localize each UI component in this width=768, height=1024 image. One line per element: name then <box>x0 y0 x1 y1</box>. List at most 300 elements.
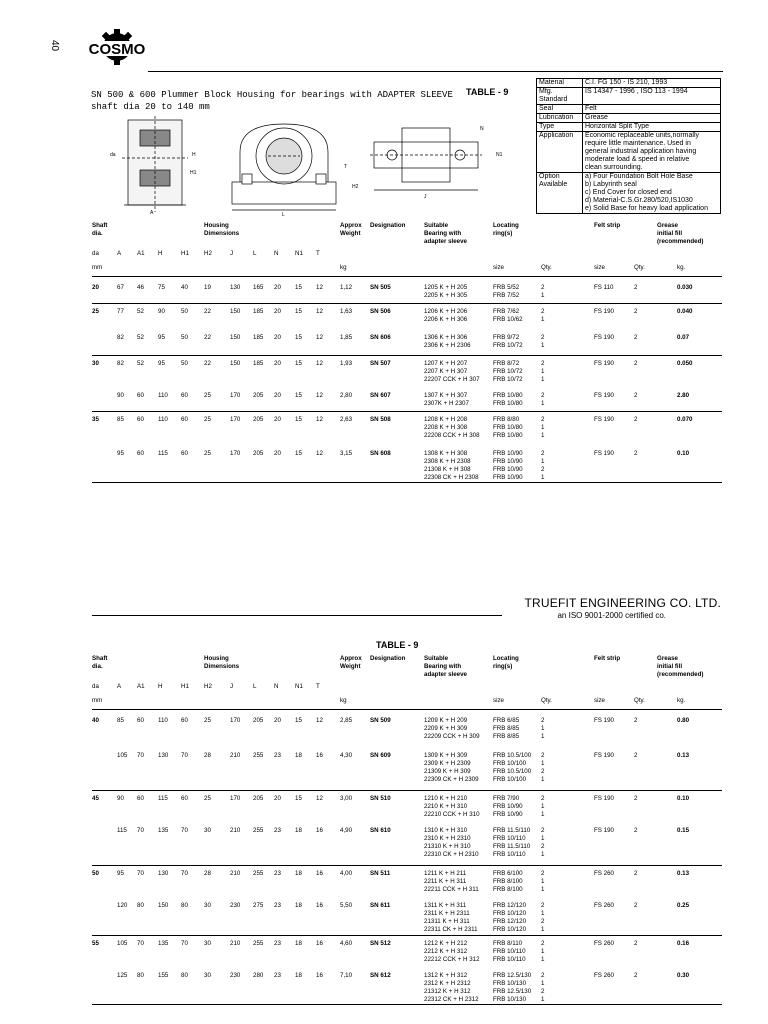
grease-cell: 0.10 <box>677 795 690 802</box>
dimension-cell: 150 <box>230 308 241 315</box>
dimension-cell: 120 <box>117 902 128 909</box>
dimension-cell: 12 <box>316 717 323 724</box>
header-felt: Felt strip <box>594 222 621 229</box>
dimension-cell: 15 <box>295 334 302 341</box>
ring-qty-cell: 1 <box>541 803 545 810</box>
ring-cell: FRB 10.5/100 <box>493 752 532 759</box>
row-rule <box>92 1004 722 1005</box>
ring-qty-cell: 2 <box>541 827 545 834</box>
header-bearing: Bearing with <box>424 663 462 670</box>
dimension-cell: 28 <box>204 870 211 877</box>
dimension-cell: 18 <box>295 940 302 947</box>
bearing-cell: 2308 K + H 2308 <box>424 458 471 465</box>
dimension-cell: 52 <box>137 334 144 341</box>
shaft-dia: 40 <box>92 717 99 724</box>
header-bearing: adapter sleeve <box>424 671 467 678</box>
spec-value: Horizontal Split Type <box>583 123 721 132</box>
row-rule <box>92 865 722 866</box>
designation-cell: SN 610 <box>370 827 391 834</box>
dimension-cell: 20 <box>274 795 281 802</box>
dimension-cell: 52 <box>137 308 144 315</box>
header-col: H1 <box>181 683 189 690</box>
felt-qty-cell: 2 <box>634 392 638 399</box>
row-rule <box>92 303 722 304</box>
spec-row <box>537 173 721 214</box>
page-number: 40 <box>49 40 60 52</box>
row-rule <box>92 935 722 936</box>
dimension-cell: 70 <box>137 827 144 834</box>
bearing-cell: 22312 CK + H 2312 <box>424 996 479 1003</box>
ring-cell: FRB 9/72 <box>493 334 520 341</box>
dimension-cell: 130 <box>158 752 169 759</box>
ring-qty-cell: 1 <box>541 776 545 783</box>
dimension-cell: 205 <box>253 392 264 399</box>
dimension-cell: 275 <box>253 902 264 909</box>
ring-qty-cell: 1 <box>541 400 545 407</box>
dimension-cell: 23 <box>274 940 281 947</box>
dimension-cell: 135 <box>158 827 169 834</box>
dimension-cell: 105 <box>117 752 128 759</box>
dimension-cell: 20 <box>274 416 281 423</box>
felt-cell: FS 190 <box>594 334 614 341</box>
ring-cell: FRB 10/80 <box>493 400 523 407</box>
ring-cell: FRB 10/130 <box>493 980 527 987</box>
ring-qty-cell: 2 <box>541 870 545 877</box>
spec-row <box>537 88 721 105</box>
felt-cell: FS 190 <box>594 308 614 315</box>
dimension-cell: 90 <box>158 308 165 315</box>
dimension-cell: 210 <box>230 940 241 947</box>
grease-cell: 0.80 <box>677 717 690 724</box>
header-designation: Designation <box>370 222 406 229</box>
header-unit: size <box>594 264 606 271</box>
ring-qty-cell: 1 <box>541 432 545 439</box>
spec-table <box>536 78 721 214</box>
bearing-cell: 2310 K + H 2310 <box>424 835 471 842</box>
ring-cell: FRB 10/120 <box>493 910 527 917</box>
cosmo-logo <box>86 27 148 71</box>
dimension-cell: 210 <box>230 752 241 759</box>
header-locating: Locating <box>493 222 519 229</box>
dimension-cell: 255 <box>253 827 264 834</box>
dimension-cell: 130 <box>158 870 169 877</box>
dimension-cell: 95 <box>117 450 124 457</box>
dimension-cell: 70 <box>181 752 188 759</box>
spec-value: IS 14347 - 1996 , ISO 113 - 1994 <box>583 88 721 105</box>
ring-cell: FRB 10/110 <box>493 956 526 963</box>
dimension-cell: 90 <box>117 392 124 399</box>
ring-qty-cell: 2 <box>541 416 545 423</box>
felt-qty-cell: 2 <box>634 795 638 802</box>
designation-cell: SN 506 <box>370 308 391 315</box>
ring-qty-cell: 1 <box>541 996 545 1003</box>
felt-qty-cell: 2 <box>634 940 638 947</box>
header-shaft: dia. <box>92 230 103 237</box>
designation-cell: SN 507 <box>370 360 391 367</box>
page-title: SN 500 & 600 Plummer Block Housing for bearings with ADAPTER SLEEVE shaft dia 20 to 140 mm <box>91 90 453 112</box>
bearing-cell: 1306 K + H 306 <box>424 334 468 341</box>
dimension-cell: 18 <box>295 870 302 877</box>
header-col: da <box>92 250 99 257</box>
shaft-dia: 25 <box>92 308 99 315</box>
bearing-cell: 1308 K + H 308 <box>424 450 468 457</box>
dimension-cell: 155 <box>158 972 169 979</box>
header-locating: ring(s) <box>493 663 513 670</box>
ring-qty-cell: 2 <box>541 918 545 925</box>
header-col: A1 <box>137 250 145 257</box>
ring-cell: FRB 12/120 <box>493 902 527 909</box>
header-col: N1 <box>295 683 303 690</box>
bearing-cell: 1311 K + H 311 <box>424 902 467 909</box>
header-unit: kg. <box>677 264 686 271</box>
designation-cell: SN 608 <box>370 450 391 457</box>
ring-qty-cell: 2 <box>541 902 545 909</box>
dimension-cell: 30 <box>204 940 211 947</box>
bearing-cell: 22208 CCK + H 308 <box>424 432 480 439</box>
ring-qty-cell: 2 <box>541 717 545 724</box>
bearing-cell: 2210 K + H 310 <box>424 803 468 810</box>
bearing-cell: 22210 CCK + H 310 <box>424 811 480 818</box>
grease-cell: 0.30 <box>677 972 690 979</box>
felt-qty-cell: 2 <box>634 717 638 724</box>
dimension-cell: 12 <box>316 308 323 315</box>
header-unit: kg. <box>677 697 686 704</box>
felt-cell: FS 260 <box>594 972 614 979</box>
dimension-cell: 12 <box>316 392 323 399</box>
dimension-cell: 60 <box>181 392 188 399</box>
ring-cell: FRB 10/130 <box>493 996 527 1003</box>
ring-cell: FRB 10/90 <box>493 803 523 810</box>
bearing-cell: 1212 K + H 212 <box>424 940 468 947</box>
header-unit: mm <box>92 264 103 271</box>
weight-cell: 4,00 <box>340 870 353 877</box>
header-col: A <box>117 683 122 690</box>
dimension-cell: 30 <box>204 827 211 834</box>
spec-key: Material <box>537 79 583 88</box>
spec-key: Application <box>537 132 583 173</box>
spec-row <box>537 123 721 132</box>
dimension-cell: 20 <box>274 308 281 315</box>
ring-cell: FRB 8/72 <box>493 360 520 367</box>
header-rule <box>148 71 723 72</box>
bearing-cell: 2207 K + H 307 <box>424 368 468 375</box>
ring-qty-cell: 1 <box>541 733 545 740</box>
ring-qty-cell: 2 <box>541 972 545 979</box>
dimension-cell: 15 <box>295 717 302 724</box>
header-grease: Grease <box>657 655 678 662</box>
shaft-dia: 30 <box>92 360 99 367</box>
ring-qty-cell: 1 <box>541 948 545 955</box>
ring-cell: FRB 10.5/100 <box>493 768 532 775</box>
ring-cell: FRB 7/52 <box>493 292 520 299</box>
felt-qty-cell: 2 <box>634 752 638 759</box>
weight-cell: 1,93 <box>340 360 353 367</box>
dimension-cell: 16 <box>316 940 323 947</box>
dimension-cell: 50 <box>181 308 188 315</box>
weight-cell: 5,50 <box>340 902 353 909</box>
felt-qty-cell: 2 <box>634 284 638 291</box>
dimension-cell: 25 <box>204 416 211 423</box>
ring-cell: FRB 8/80 <box>493 416 520 423</box>
bearing-cell: 1209 K + H 209 <box>424 717 468 724</box>
felt-cell: FS 190 <box>594 450 614 457</box>
grease-cell: 0.040 <box>677 308 693 315</box>
weight-cell: 4,60 <box>340 940 353 947</box>
ring-qty-cell: 2 <box>541 752 545 759</box>
dimension-cell: 15 <box>295 360 302 367</box>
header-unit: Qty. <box>541 264 552 271</box>
ring-qty-cell: 1 <box>541 292 545 299</box>
dimension-cell: 52 <box>137 360 144 367</box>
dimension-cell: 80 <box>137 972 144 979</box>
dimension-cell: 185 <box>253 334 264 341</box>
header-bearing: Suitable <box>424 222 449 229</box>
header-col: J <box>230 250 234 257</box>
dimension-cell: 210 <box>230 827 241 834</box>
designation-cell: SN 509 <box>370 717 391 724</box>
label-h1: H1 <box>190 170 197 176</box>
felt-cell: FS 260 <box>594 870 614 877</box>
ring-cell: FRB 6/85 <box>493 717 520 724</box>
dimension-cell: 30 <box>204 972 211 979</box>
ring-cell: FRB 11.5/110 <box>493 827 531 834</box>
ring-cell: FRB 10/90 <box>493 466 523 473</box>
header-housing: Housing <box>204 222 229 229</box>
ring-cell: FRB 10/90 <box>493 811 523 818</box>
ring-qty-cell: 2 <box>541 392 545 399</box>
dimension-cell: 23 <box>274 870 281 877</box>
header-felt: Felt strip <box>594 655 621 662</box>
header-col: H2 <box>204 250 212 257</box>
brand-text: COSMO <box>88 41 146 58</box>
ring-cell: FRB 5/52 <box>493 284 520 291</box>
bearing-cell: 1307 K + H 307 <box>424 392 468 399</box>
dimension-cell: 170 <box>230 392 241 399</box>
dimension-cell: 110 <box>158 416 168 423</box>
ring-qty-cell: 1 <box>541 342 545 349</box>
bearing-cell: 2312 K + H 2312 <box>424 980 471 987</box>
dimension-cell: 20 <box>274 392 281 399</box>
spec-value: a) Four Foundation Bolt Hole Base b) Labyrinth seal c) End Cover for closed end d) Material-C.S.Gr.280/520,IS1030 e) Solid Base for heavy load application <box>583 173 721 214</box>
ring-cell: FRB 10/62 <box>493 316 523 323</box>
dimension-cell: 170 <box>230 450 241 457</box>
dimension-cell: 18 <box>295 752 302 759</box>
felt-cell: FS 190 <box>594 827 614 834</box>
dimension-cell: 280 <box>253 972 264 979</box>
dimension-cell: 25 <box>204 392 211 399</box>
designation-cell: SN 508 <box>370 416 391 423</box>
ring-cell: FRB 10/110 <box>493 835 526 842</box>
header-col: A1 <box>137 683 145 690</box>
header-weight: Approx <box>340 222 362 229</box>
ring-cell: FRB 8/100 <box>493 886 523 893</box>
ring-qty-cell: 1 <box>541 926 545 933</box>
header-col: H <box>158 683 163 690</box>
ring-cell: FRB 12.5/130 <box>493 988 532 995</box>
dimension-cell: 15 <box>295 392 302 399</box>
weight-cell: 3,00 <box>340 795 353 802</box>
ring-cell: FRB 8/100 <box>493 878 523 885</box>
ring-qty-cell: 1 <box>541 316 545 323</box>
header-col: H1 <box>181 250 189 257</box>
grease-cell: 0.16 <box>677 940 690 947</box>
ring-qty-cell: 2 <box>541 843 545 850</box>
dimension-cell: 15 <box>295 308 302 315</box>
ring-qty-cell: 2 <box>541 768 545 775</box>
dimension-cell: 20 <box>274 334 281 341</box>
header-col: N <box>274 250 279 257</box>
header-designation: Designation <box>370 655 406 662</box>
dimension-cell: 205 <box>253 717 264 724</box>
label-h2: H2 <box>352 184 359 190</box>
dimension-cell: 70 <box>181 827 188 834</box>
felt-qty-cell: 2 <box>634 972 638 979</box>
row-rule <box>92 411 722 412</box>
label-l: L <box>282 212 285 217</box>
header-unit: kg <box>340 264 347 271</box>
dimension-cell: 46 <box>137 284 144 291</box>
header-col: N <box>274 683 279 690</box>
ring-cell: FRB 7/90 <box>493 795 520 802</box>
header-shaft: Shaft <box>92 222 108 229</box>
bearing-cell: 2309 K + H 2309 <box>424 760 471 767</box>
dimension-cell: 60 <box>181 795 188 802</box>
felt-cell: FS 190 <box>594 752 614 759</box>
dimension-cell: 20 <box>274 360 281 367</box>
dimension-cell: 22 <box>204 334 211 341</box>
dimension-cell: 30 <box>204 902 211 909</box>
ring-cell: FRB 12/120 <box>493 918 527 925</box>
header-unit: kg <box>340 697 347 704</box>
header-locating: Locating <box>493 655 519 662</box>
dimension-cell: 70 <box>181 870 188 877</box>
dimension-cell: 12 <box>316 284 323 291</box>
header-unit: size <box>493 697 505 704</box>
bearing-cell: 21311 K + H 311 <box>424 918 470 925</box>
ring-qty-cell: 1 <box>541 910 545 917</box>
spec-row <box>537 79 721 88</box>
dimension-cell: 205 <box>253 416 264 423</box>
grease-cell: 0.25 <box>677 902 690 909</box>
dimension-cell: 25 <box>204 450 211 457</box>
ring-cell: FRB 7/62 <box>493 308 520 315</box>
ring-qty-cell: 2 <box>541 308 545 315</box>
dimension-cell: 255 <box>253 870 264 877</box>
dimension-cell: 60 <box>181 717 188 724</box>
dimension-cell: 28 <box>204 752 211 759</box>
dimension-cell: 70 <box>137 870 144 877</box>
dimension-cell: 16 <box>316 752 323 759</box>
ring-cell: FRB 10/90 <box>493 458 523 465</box>
header-unit: mm <box>92 697 103 704</box>
weight-cell: 3,15 <box>340 450 353 457</box>
ring-qty-cell: 2 <box>541 284 545 291</box>
designation-cell: SN 512 <box>370 940 391 947</box>
dimension-cell: 170 <box>230 795 241 802</box>
label-j: J <box>424 194 427 200</box>
felt-cell: FS 190 <box>594 416 614 423</box>
designation-cell: SN 510 <box>370 795 391 802</box>
felt-cell: FS 190 <box>594 360 614 367</box>
ring-qty-cell: 2 <box>541 466 545 473</box>
dimension-cell: 230 <box>230 972 241 979</box>
bearing-cell: 2206 K + H 306 <box>424 316 468 323</box>
felt-qty-cell: 2 <box>634 870 638 877</box>
dimension-cell: 115 <box>117 827 127 834</box>
dimension-cell: 185 <box>253 360 264 367</box>
ring-cell: FRB 10/120 <box>493 926 527 933</box>
dimension-cell: 82 <box>117 334 124 341</box>
spec-key: Lubrication <box>537 114 583 123</box>
bearing-cell: 1210 K + H 210 <box>424 795 468 802</box>
bearing-cell: 1205 K + H 205 <box>424 284 468 291</box>
ring-cell: FRB 6/100 <box>493 870 523 877</box>
label-n: N <box>480 126 484 132</box>
company-certification: an ISO 9001-2000 certified co. <box>557 611 666 620</box>
header-grease: (recommended) <box>657 671 704 678</box>
header-shaft: dia. <box>92 663 103 670</box>
ring-qty-cell: 1 <box>541 725 545 732</box>
bearing-cell: 2307K + H 2307 <box>424 400 469 407</box>
label-a: A <box>150 210 154 216</box>
label-da: da <box>110 152 116 158</box>
felt-cell: FS 260 <box>594 902 614 909</box>
dimension-cell: 23 <box>274 752 281 759</box>
grease-cell: 2.80 <box>677 392 690 399</box>
bearing-cell: 21312 K + H 312 <box>424 988 471 995</box>
grease-cell: 0.15 <box>677 827 690 834</box>
ring-qty-cell: 1 <box>541 760 545 767</box>
dimension-cell: 82 <box>117 360 124 367</box>
dimension-cell: 80 <box>181 972 188 979</box>
felt-cell: FS 190 <box>594 717 614 724</box>
designation-cell: SN 606 <box>370 334 391 341</box>
ring-cell: FRB 10/80 <box>493 424 523 431</box>
dimension-cell: 125 <box>117 972 128 979</box>
ring-cell: FRB 10/100 <box>493 760 527 767</box>
row-rule <box>92 709 722 710</box>
spec-key: Seal <box>537 105 583 114</box>
bearing-cell: 22308 CK + H 2308 <box>424 474 479 481</box>
header-col: T <box>316 250 320 257</box>
header-housing: Housing <box>204 655 229 662</box>
bearing-cell: 22310 CK + H 2310 <box>424 851 479 858</box>
felt-qty-cell: 2 <box>634 416 638 423</box>
dimension-cell: 12 <box>316 450 323 457</box>
weight-cell: 4,30 <box>340 752 353 759</box>
dimension-cell: 50 <box>181 334 188 341</box>
header-bearing: Bearing with <box>424 230 462 237</box>
dimension-cell: 80 <box>137 902 144 909</box>
grease-cell: 0.050 <box>677 360 693 367</box>
dimension-cell: 67 <box>117 284 124 291</box>
header-housing: Dimensions <box>204 663 240 670</box>
ring-qty-cell: 1 <box>541 851 545 858</box>
weight-cell: 2,63 <box>340 416 353 423</box>
ring-qty-cell: 1 <box>541 811 545 818</box>
spec-value: Economic replaceable units,normally require little maintenance. Used in general industrial application having moderate load & speed in relative clean surrounding. <box>583 132 721 173</box>
dimension-cell: 23 <box>274 972 281 979</box>
shaft-dia: 35 <box>92 416 99 423</box>
header-col: H2 <box>204 683 212 690</box>
weight-cell: 1,12 <box>340 284 353 291</box>
ring-qty-cell: 2 <box>541 334 545 341</box>
designation-cell: SN 612 <box>370 972 391 979</box>
grease-cell: 0.07 <box>677 334 690 341</box>
header-col: T <box>316 683 320 690</box>
dimension-cell: 40 <box>181 284 188 291</box>
dimension-cell: 210 <box>230 870 241 877</box>
